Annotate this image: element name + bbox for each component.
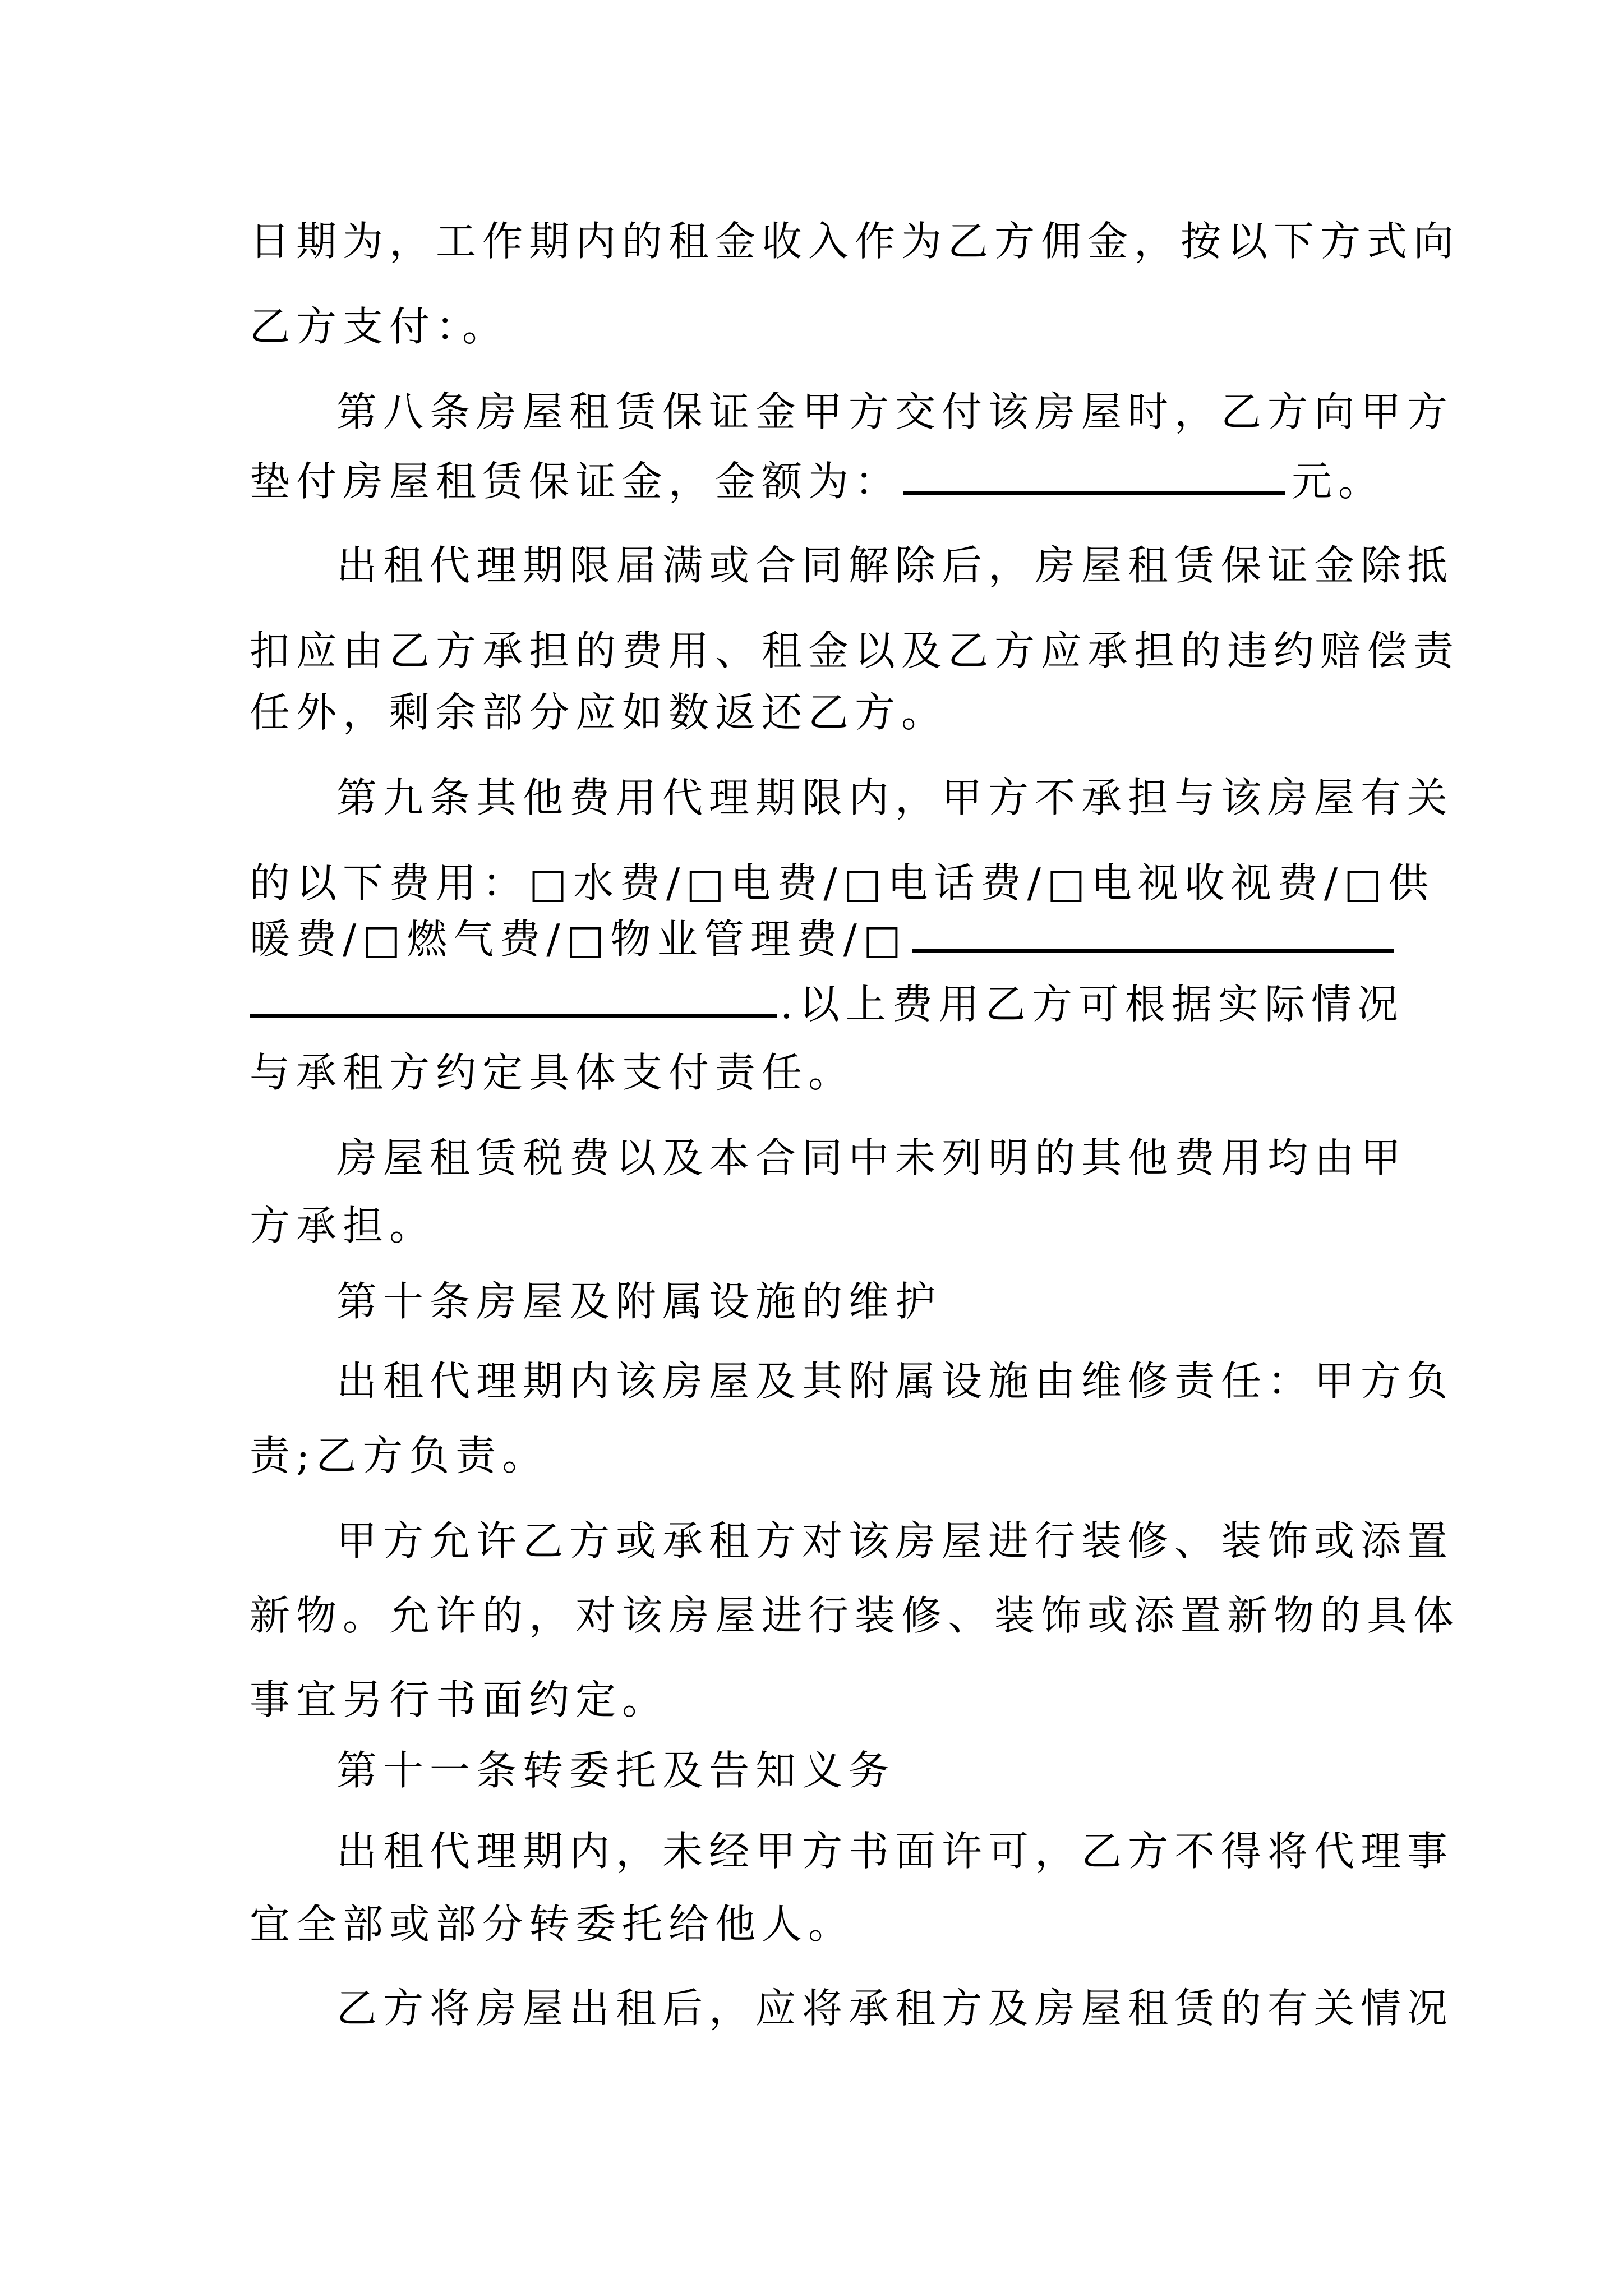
fill-in-blank[interactable] — [912, 915, 1394, 953]
text-line — [336, 1130, 1407, 1186]
line-text: 宜全部或部分转委托给他人。 — [250, 1901, 855, 1948]
text-line — [250, 1588, 1460, 1644]
line-text: 的以下费用：□水费/□电费/□电话费/□电视收视费/□供 — [250, 859, 1435, 907]
line-text: 日期为，工作期内的租金收入作为乙方佣金，按以下方式向 — [250, 218, 1460, 265]
line-text: 方承担。 — [250, 1202, 436, 1249]
text-line — [250, 1198, 436, 1254]
fill-in-blank[interactable] — [903, 458, 1285, 495]
line-text: 乙方支付：。 — [250, 303, 509, 350]
text-line — [336, 1273, 942, 1329]
text-line — [250, 911, 1394, 967]
text-line — [250, 298, 509, 355]
fill-in-blank[interactable] — [250, 981, 777, 1018]
line-text: 第九条其他费用代理期限内，甲方不承担与该房屋有关 — [336, 774, 1454, 821]
text-line — [250, 453, 1385, 509]
line-text: 新物。允许的，对该房屋进行装修、装饰或添置新物的具体 — [250, 1592, 1460, 1639]
text-line — [250, 1428, 548, 1484]
line-text: 出租代理期限届满或合同解除后，房屋租赁保证金除抵 — [336, 542, 1454, 589]
text-line — [250, 976, 1404, 1032]
text-line — [250, 623, 1460, 679]
line-text: .以上费用乙方可根据实际情况 — [780, 981, 1404, 1028]
line-text: 第八条房屋租赁保证金甲方交付该房屋时，乙方向甲方 — [336, 388, 1454, 435]
text-line — [336, 537, 1454, 593]
text-line — [250, 684, 948, 740]
line-text: 事宜另行书面约定。 — [250, 1676, 669, 1723]
line-text: 出租代理期内该房屋及其附属设施由维修责任：甲方负 — [336, 1358, 1454, 1405]
line-text: 乙方将房屋出租后，应将承租方及房屋租赁的有关情况 — [336, 1985, 1454, 2032]
text-line — [336, 1513, 1454, 1569]
text-line — [336, 770, 1454, 826]
text-line — [336, 1980, 1454, 2036]
line-text: 房屋租赁税费以及本合同中未列明的其他费用均由甲 — [336, 1134, 1408, 1181]
line-text: 责;乙方负责。 — [250, 1432, 549, 1479]
text-line — [250, 213, 1460, 269]
text-line — [250, 1896, 855, 1952]
text-line — [336, 1742, 895, 1798]
line-text: 甲方允许乙方或承租方对该房屋进行装修、装饰或添置 — [336, 1517, 1454, 1565]
line-text: 暖费/□燃气费/□物业管理费/□ — [250, 915, 907, 963]
text-line — [250, 1045, 855, 1101]
text-line — [250, 1672, 668, 1728]
line-text: 出租代理期内，未经甲方书面许可，乙方不得将代理事 — [336, 1828, 1454, 1875]
line-text: 任外，剩余部分应如数返还乙方。 — [250, 689, 948, 736]
text-line — [336, 1353, 1454, 1409]
line-text: 扣应由乙方承担的费用、租金以及乙方应承担的违约赔偿责 — [250, 627, 1460, 674]
line-text: 与承租方约定具体支付责任。 — [250, 1049, 855, 1096]
line-text: 垫付房屋租赁保证金，金额为： — [250, 458, 902, 505]
text-line — [250, 855, 1435, 911]
text-line — [336, 384, 1454, 440]
line-text: 第十条房屋及附属设施的维护 — [336, 1278, 942, 1325]
line-text: 第十一条转委托及告知义务 — [336, 1747, 896, 1794]
line-text: 元。 — [1292, 458, 1385, 505]
text-line — [336, 1823, 1454, 1879]
